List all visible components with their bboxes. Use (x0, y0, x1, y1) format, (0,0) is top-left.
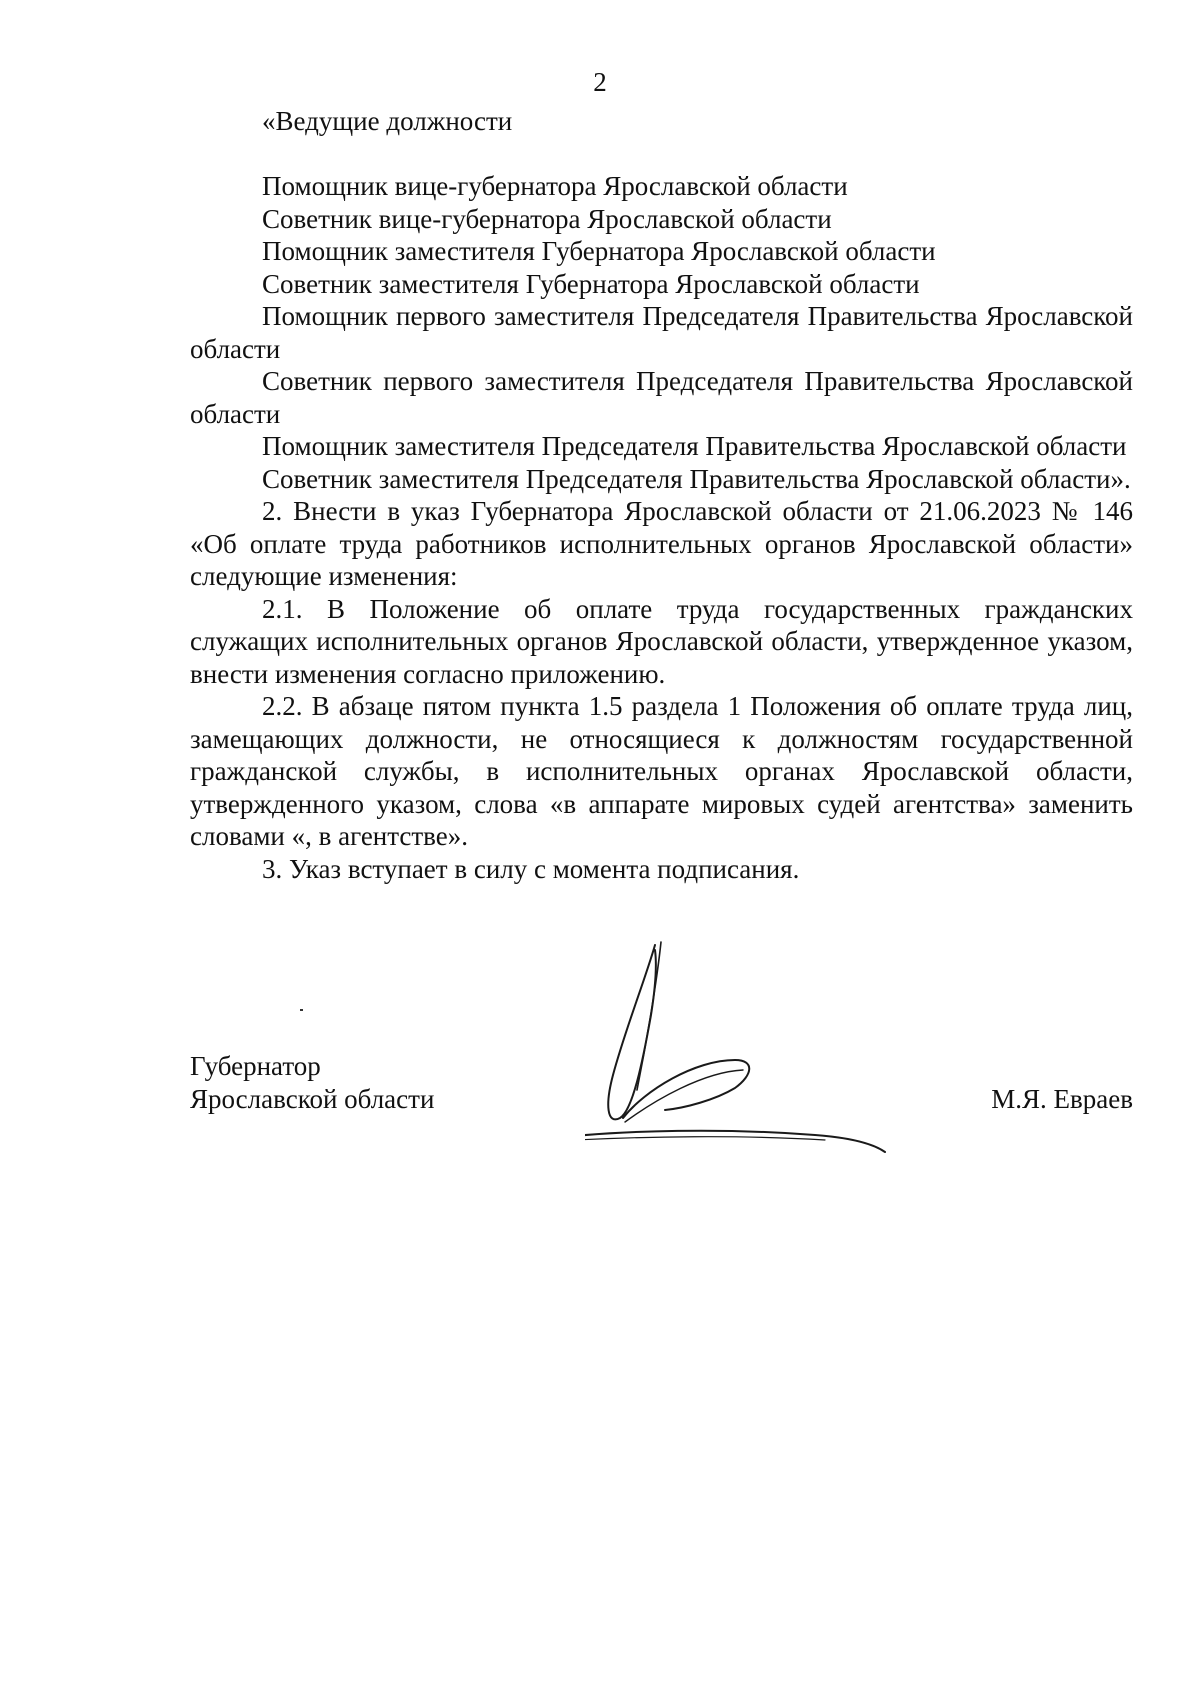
signatory-title-line-2: Ярославской области (190, 1083, 435, 1114)
document-body (190, 105, 1133, 885)
position-item: Советник заместителя Губернатора Ярославской области (262, 268, 920, 299)
clause-3: 3. Указ вступает в силу с момента подписания. (262, 853, 800, 884)
signatory-title-line-1: Губернатор (190, 1051, 321, 1081)
handwritten-signature-icon (585, 940, 955, 1170)
section-heading: «Ведущие должности (262, 106, 513, 136)
position-item: Помощник первого заместителя Председателя Правительства Ярославской области (190, 301, 1133, 364)
signature-stroke (585, 1131, 885, 1152)
position-item: Советник заместителя Председателя Правительства Ярославской области». (262, 463, 1131, 494)
position-item: Помощник заместителя Губернатора Ярославской области (262, 236, 936, 266)
page-number: 2 (593, 67, 607, 97)
signature-stroke (625, 1070, 743, 1122)
position-item: Советник первого заместителя Председателя Правительства Ярославской области (190, 366, 1133, 429)
clause-2-2: 2.2. В абзаце пятом пункта 1.5 раздела 1 Положения об оплате труда лиц, замещающих должности, не относящиеся к должностям государственной гражданской службы, в исполнительных органах Ярославской области, утвержденного указом, слова «в аппарате мировых судей агентства» заменить словами «, в агентстве». (190, 691, 1133, 851)
signatory-name: М.Я. Евраев (991, 1083, 1133, 1114)
position-item: Советник вице-губернатора Ярославской области (262, 203, 832, 234)
position-item: Помощник заместителя Председателя Правительства Ярославской области (262, 431, 1127, 461)
clause-2-1: 2.1. В Положение об оплате труда государственных гражданских служащих исполнительных органов Ярославской области, утвержденное указом, внести изменения согласно приложению. (190, 593, 1133, 689)
scan-speck (300, 1009, 303, 1011)
signature-stroke (585, 1137, 825, 1141)
position-item: Помощник вице-губернатора Ярославской области (262, 171, 848, 201)
clause-2: 2. Внести в указ Губернатора Ярославской области от 21.06.2023 № 146 «Об оплате труда работников исполнительных органов Ярославской области» следующие изменения: (190, 496, 1133, 591)
